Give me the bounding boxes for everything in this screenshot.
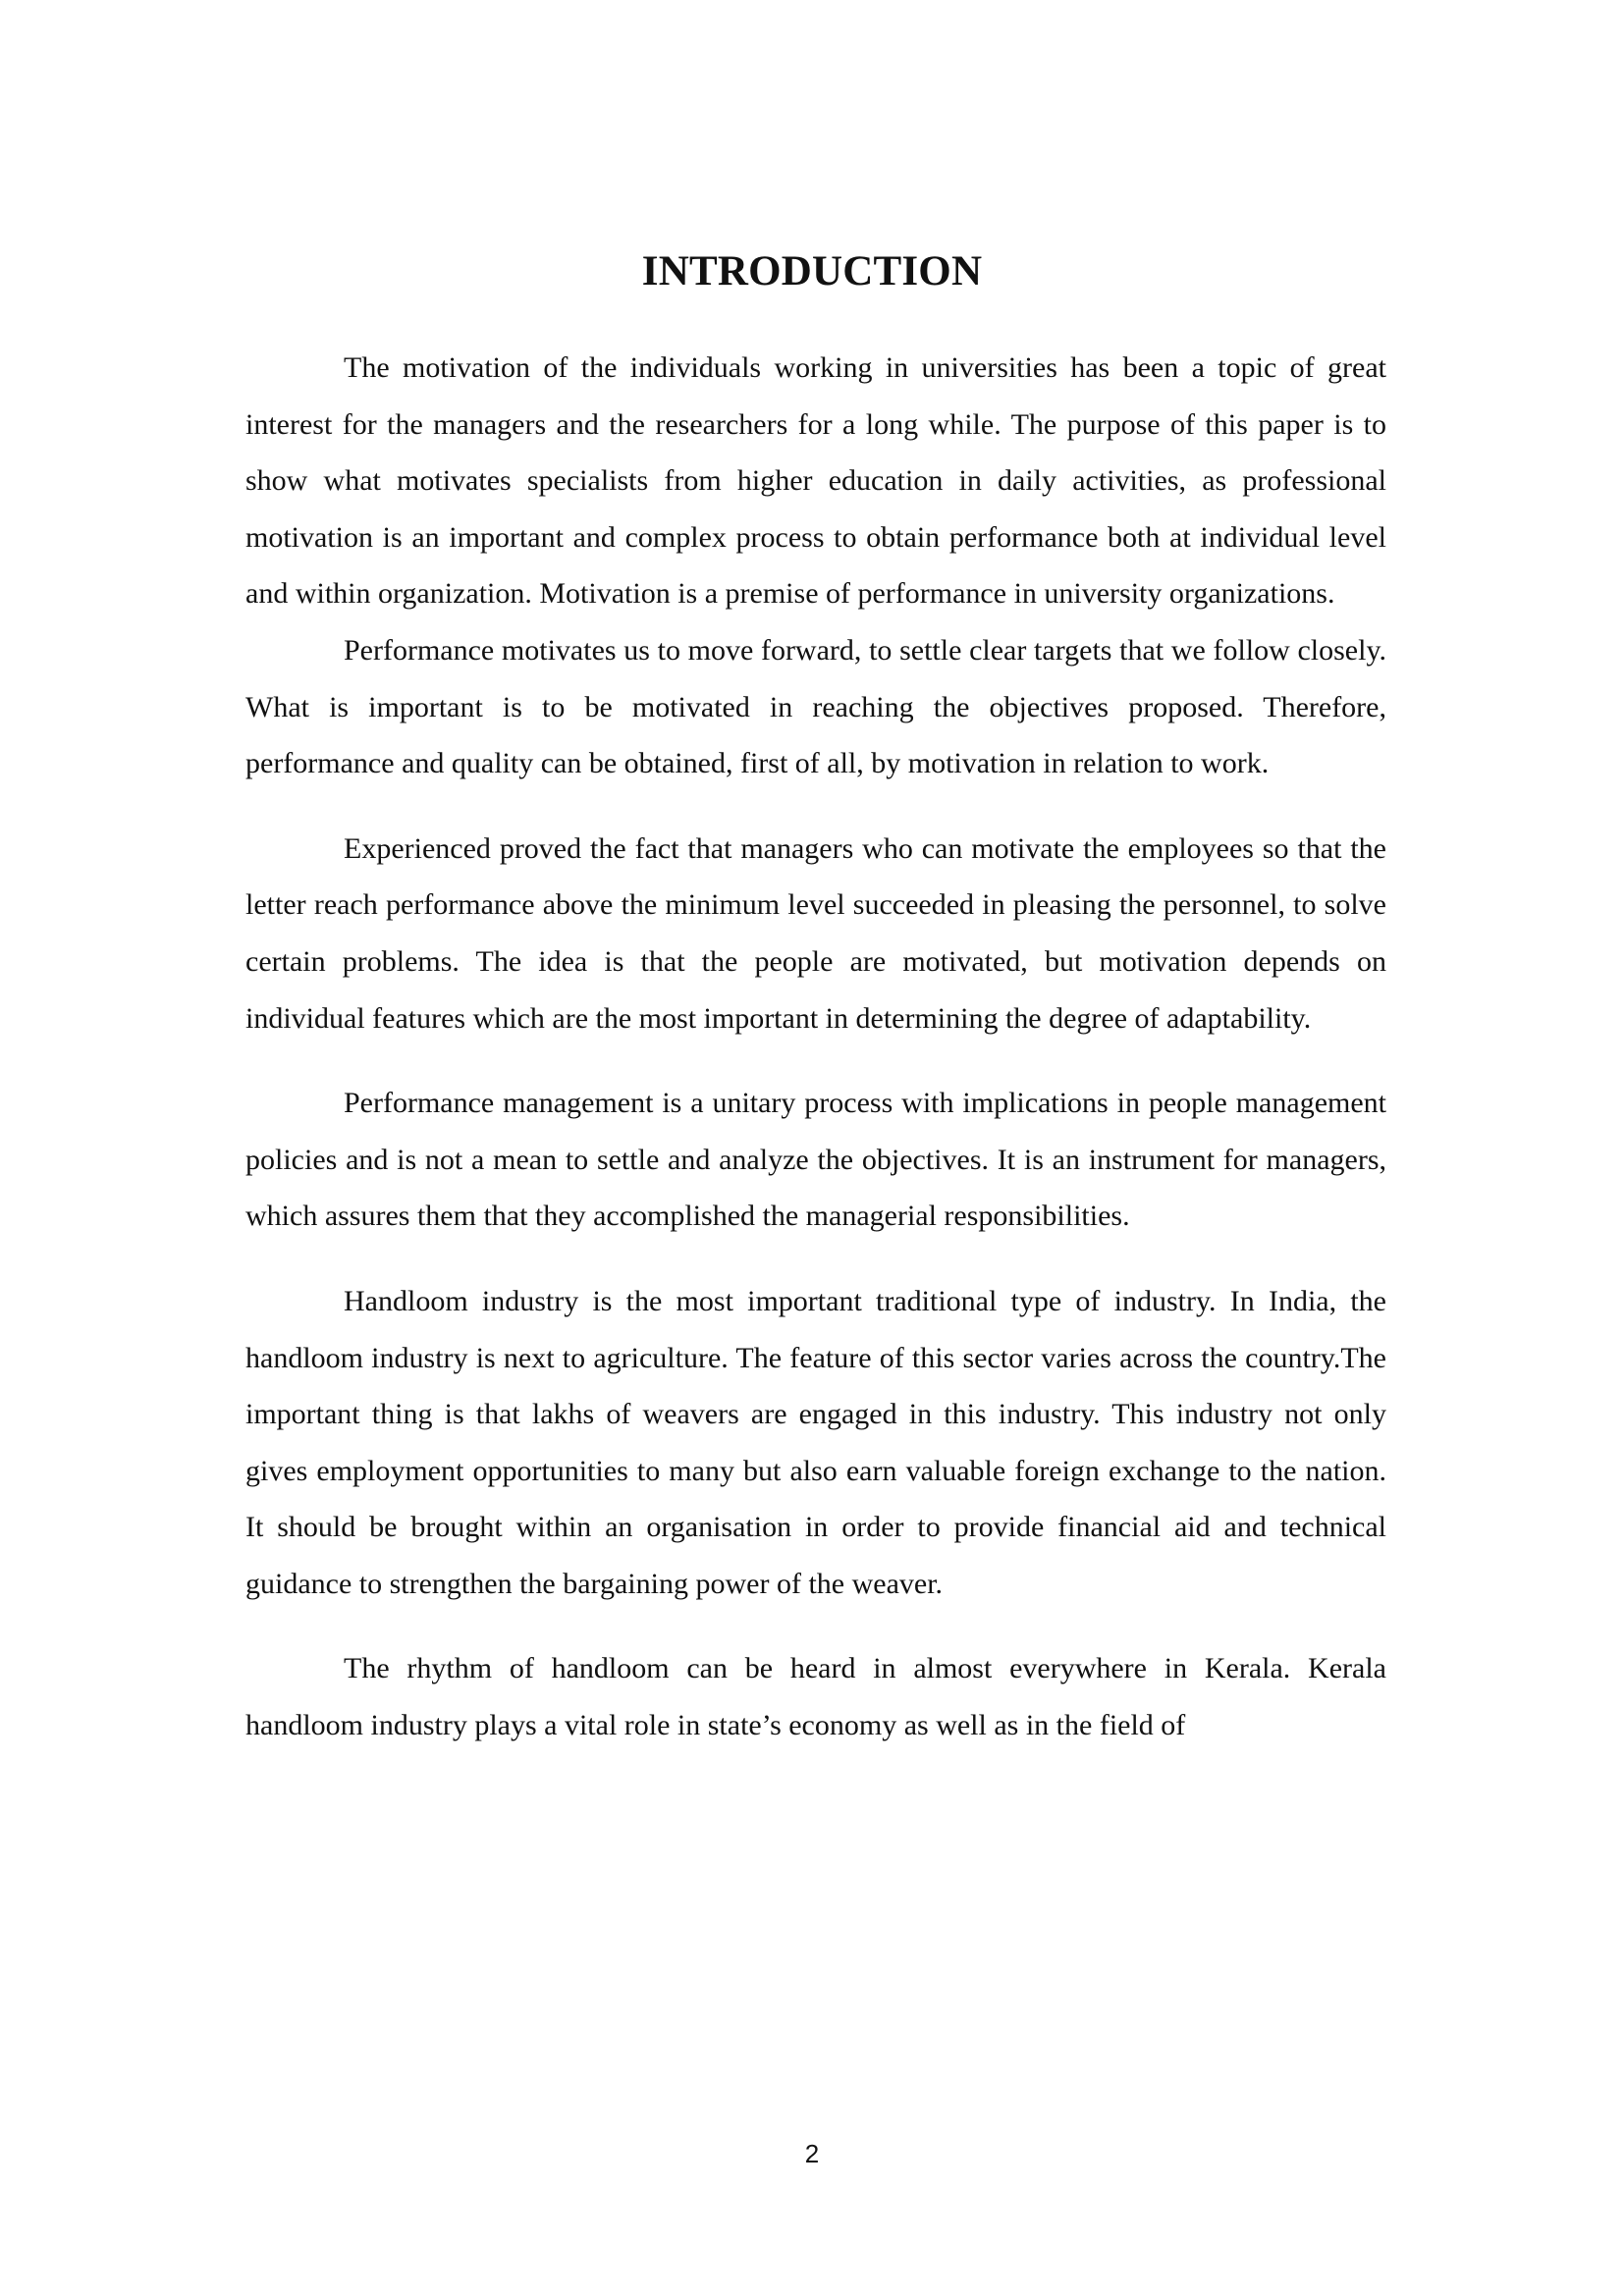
paragraph-6: The rhythm of handloom can be heard in almost everywhere in Kerala. Kerala handloom industry plays a vital role in state’s economy as well as in the field of — [245, 1652, 1386, 1742]
paragraph-3: Experienced proved the fact that managers who can motivate the employees so that the letter reach performance above the minimum level succeeded in pleasing the personnel, to solve certain problems. The idea is that the people are motivated, but motivation depends on individual features which are the most important in determining the degree of adaptability. — [245, 831, 1386, 1035]
paragraph-4: Performance management is a unitary process with implications in people management policies and is not a mean to settle and analyze the objectives. It is an instrument for managers, which assures them that they accomplished the managerial responsibilities. — [245, 1087, 1386, 1233]
page-title: INTRODUCTION — [641, 248, 983, 294]
paragraph-1: The motivation of the individuals working in universities has been a topic of great interest for the managers and the researchers for a long while. The purpose of this paper is to show what motivates specialists from higher education in daily activities, as professional motivation is an important and complex process to obtain performance both at individual level and within organization. Motivation is a premise of performance in university organizations. — [245, 351, 1386, 611]
page-number: 2 — [804, 2139, 820, 2168]
body-text — [245, 340, 1386, 1754]
paragraph-2: Performance motivates us to move forward, to settle clear targets that we follow closely. What is important is to be motivated in reaching the objectives proposed. Therefore, performance and quality can be obtained, first of all, by motivation in relation to work. — [245, 633, 1386, 780]
paragraph-5: Handloom industry is the most important traditional type of industry. In India, the handloom industry is next to agriculture. The feature of this sector varies across the country.The important thing is that lakhs of weavers are engaged in this industry. This industry not only gives employment opportunities to many but also earn valuable foreign exchange to the nation. It should be brought within an organisation in order to provide financial aid and technical guidance to strengthen the bargaining power of the weaver. — [245, 1284, 1386, 1600]
